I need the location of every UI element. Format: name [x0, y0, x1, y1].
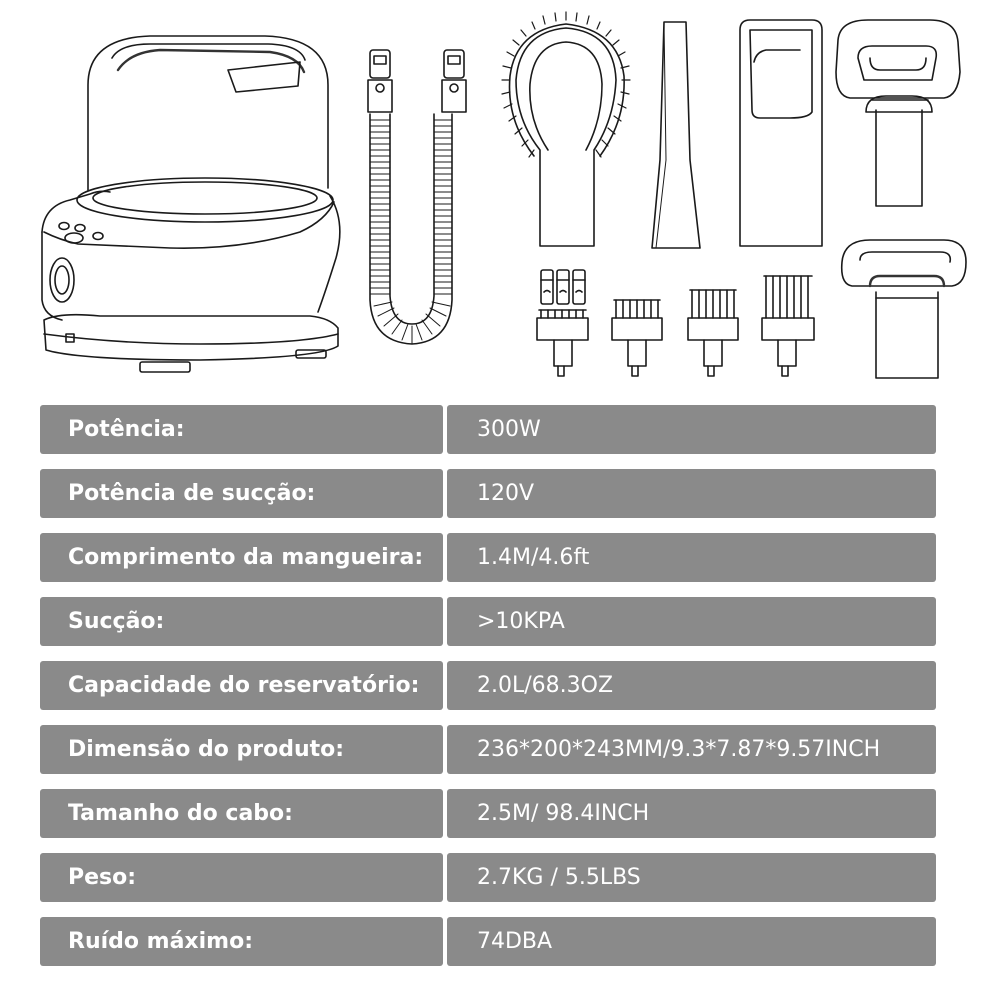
spec-value: 2.7KG / 5.5LBS	[447, 853, 936, 902]
spec-label: Tamanho do cabo:	[40, 789, 443, 838]
spec-row-weight	[40, 853, 936, 902]
spec-row-capacity	[40, 661, 936, 710]
spec-value: >10KPA	[447, 597, 936, 646]
spec-row-power	[40, 405, 936, 454]
spec-label: Ruído máximo:	[40, 917, 443, 966]
spec-label: Capacidade do reservatório:	[40, 661, 443, 710]
spec-value: 120V	[447, 469, 936, 518]
brush-attachment-icon	[510, 24, 625, 246]
spec-value: 74DBA	[447, 917, 936, 966]
crevice-nozzle-icon	[652, 22, 700, 248]
hose-icon	[368, 50, 466, 344]
spec-row-hose-length	[40, 533, 936, 582]
flat-nozzle-icon	[740, 20, 822, 246]
spec-row-dimensions	[40, 725, 936, 774]
spec-row-suction-power	[40, 469, 936, 518]
spec-row-max-noise	[40, 917, 936, 966]
spec-row-cable-length	[40, 789, 936, 838]
spec-label: Peso:	[40, 853, 443, 902]
spec-label: Dimensão do produto:	[40, 725, 443, 774]
hose-ribs	[370, 120, 452, 344]
spec-value: 2.0L/68.3OZ	[447, 661, 936, 710]
spec-value: 1.4M/4.6ft	[447, 533, 936, 582]
vacuum-base-icon	[42, 36, 340, 372]
spec-label: Potência:	[40, 405, 443, 454]
spec-label: Comprimento da mangueira:	[40, 533, 443, 582]
product-illustration	[0, 0, 1000, 395]
guide-comb-icon	[537, 270, 814, 376]
spec-label: Potência de sucção:	[40, 469, 443, 518]
spec-value: 236*200*243MM/9.3*7.87*9.57INCH	[447, 725, 936, 774]
spec-row-suction	[40, 597, 936, 646]
spec-value: 300W	[447, 405, 936, 454]
spec-value: 2.5M/ 98.4INCH	[447, 789, 936, 838]
spec-label: Sucção:	[40, 597, 443, 646]
specifications-table	[40, 405, 936, 981]
grooming-head-bottom-icon	[842, 240, 966, 378]
grooming-head-icon	[836, 20, 960, 206]
